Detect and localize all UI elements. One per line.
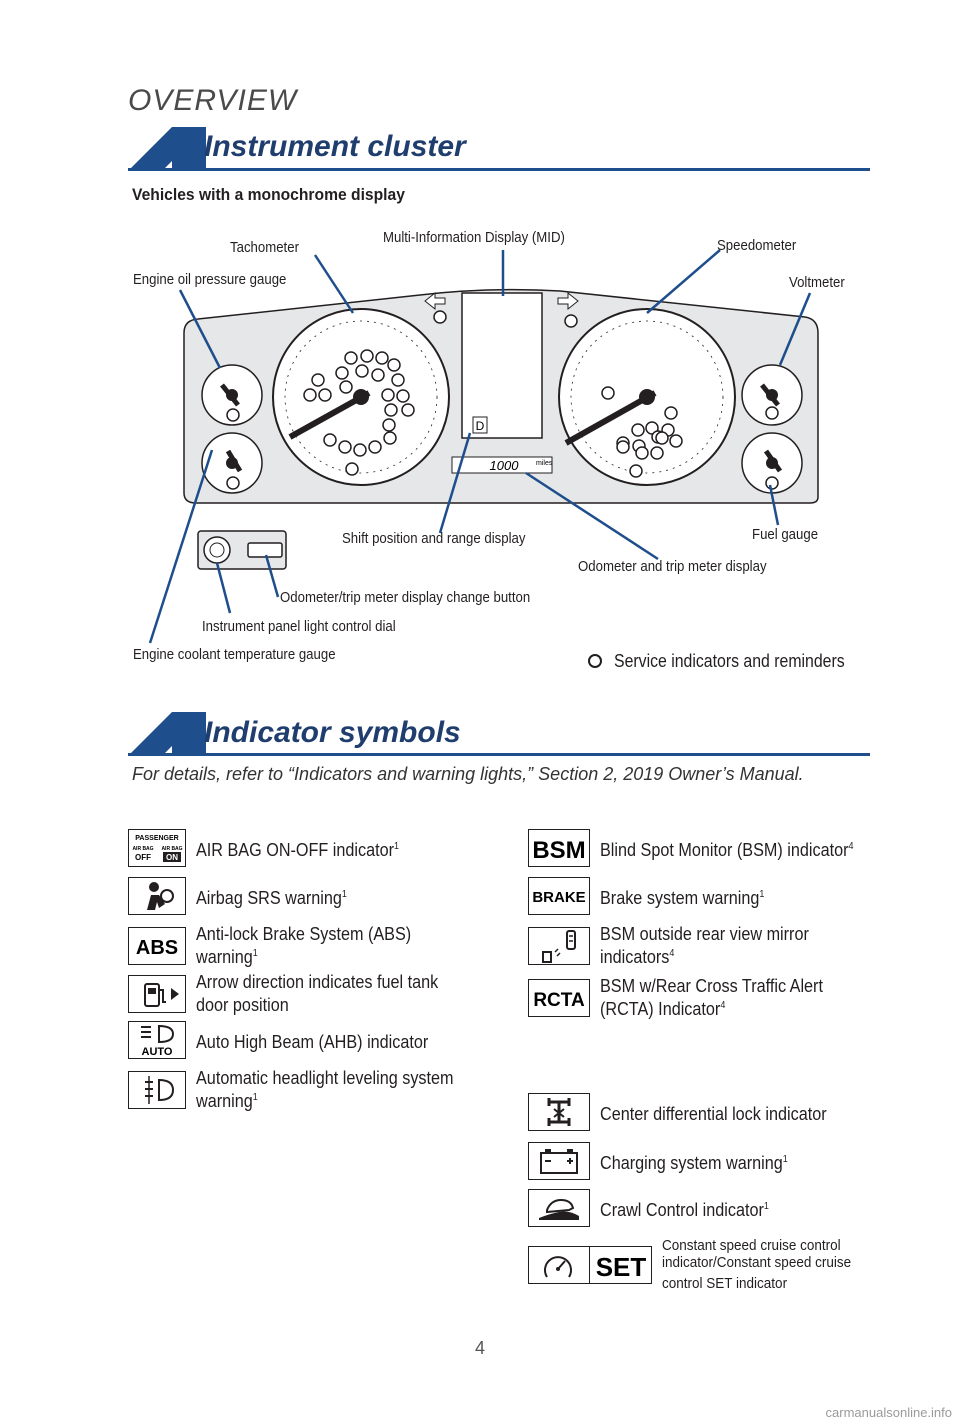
battery-icon <box>528 1142 590 1180</box>
bsm-mirror-icon <box>528 927 590 965</box>
indicator-row: RCTA BSM w/Rear Cross Traffic Alert (RCTA) Indicator$^4$ <box>528 976 900 1019</box>
speedometer-gauge <box>559 309 735 485</box>
label-odometer: Odometer and trip meter display <box>578 558 767 575</box>
svg-text:RCTA: RCTA <box>533 989 585 1011</box>
indicator-text: Constant speed cruise control indicator/Constant speed cruise control SET indicator <box>662 1237 852 1292</box>
label-tachometer: Tachometer <box>230 239 299 256</box>
svg-text:AIR BAG: AIR BAG <box>132 846 154 852</box>
indicator-text: Brake system warning <box>600 887 760 908</box>
center-diff-lock-icon <box>528 1093 590 1131</box>
odometer-value: 1000 <box>489 458 519 473</box>
indicator-row: BSM outside rear view mirror indicators$^4$ <box>528 924 900 967</box>
indicator-row: Airbag SRS warning$^1$ <box>128 877 496 915</box>
svg-text:PASSENGER: PASSENGER <box>135 835 179 842</box>
indicator-text: Anti-lock Brake System (ABS) warning <box>196 924 412 967</box>
label-fuel-gauge: Fuel gauge <box>752 526 819 543</box>
indicator-row: Automatic headlight leveling system warning$^1$ <box>128 1068 496 1111</box>
indicator-row: BRAKE Brake system warning$^1$ <box>528 877 900 915</box>
indicator-row: BSM Blind Spot Monitor (BSM) indicator$^4$ <box>528 829 900 867</box>
svg-text:AIR BAG: AIR BAG <box>161 846 183 852</box>
indicator-text: Auto High Beam (AHB) indicator <box>196 1031 429 1052</box>
indicator-row: ABS Anti-lock Brake System (ABS) warning$^1$ <box>128 924 496 967</box>
indicator-text: BSM outside rear view mirror indicators <box>600 924 809 967</box>
abs-icon <box>128 927 186 965</box>
fuel-door-icon <box>128 975 186 1013</box>
cluster-section-title: Instrument cluster <box>204 130 466 163</box>
svg-text:OFF: OFF <box>135 853 151 862</box>
indicator-text: Charging system warning <box>600 1152 783 1173</box>
tachometer-gauge <box>273 309 449 485</box>
cluster-subtitle: Vehicles with a monochrome display <box>132 185 405 204</box>
airbag-srs-icon <box>128 877 186 915</box>
label-speedometer: Speedometer <box>717 237 797 254</box>
indicator-row: PASSENGER AIR BAG AIR BAG OFF ON AIR BAG ON-OFF indicator$^1$ <box>128 829 496 867</box>
indicator-row <box>528 1093 900 1131</box>
indicator-text: Arrow direction indicates fuel tank door position <box>196 972 439 1015</box>
indicator-text: BSM w/Rear Cross Traffic Alert (RCTA) Indicator <box>600 976 823 1019</box>
indicator-text: Blind Spot Monitor (BSM) indicator <box>600 839 849 860</box>
indicator-text: Crawl Control indicator <box>600 1199 764 1220</box>
label-service-indicators: Service indicators and reminders <box>614 651 845 671</box>
svg-text:BSM: BSM <box>532 837 586 864</box>
label-voltmeter: Voltmeter <box>789 274 845 291</box>
shift-letter: D <box>475 419 485 433</box>
indicator-text: Airbag SRS warning <box>196 887 342 908</box>
auto-high-beam-icon <box>128 1021 186 1059</box>
crawl-control-icon <box>528 1189 590 1227</box>
service-indicator-circle-icon <box>588 654 602 668</box>
odometer-change-button <box>248 543 282 557</box>
indicator-row <box>128 972 496 1015</box>
cruise-set-icon <box>590 1246 652 1284</box>
brake-icon <box>528 877 590 915</box>
label-odometer-button: Odometer/trip meter display change button <box>280 589 531 606</box>
indicator-text: AIR BAG ON-OFF indicator <box>196 839 395 860</box>
indicator-note: For details, refer to “Indicators and warning lights,” Section 2, 2019 Owner’s Manual. <box>132 764 804 784</box>
odometer-unit: miles <box>536 460 553 467</box>
indicator-section-title: Indicator symbols <box>204 716 461 749</box>
watermark-footer: carmanualsonline.info <box>825 1405 952 1420</box>
label-light-dial: Instrument panel light control dial <box>202 618 396 635</box>
light-control-dial <box>204 537 230 563</box>
svg-text:ABS: ABS <box>135 936 179 959</box>
svg-text:AUTO: AUTO <box>141 1046 173 1058</box>
cruise-control-icon <box>528 1246 590 1284</box>
label-shift-display: Shift position and range display <box>342 530 526 547</box>
indicator-row <box>128 1021 496 1059</box>
overview-heading: OVERVIEW <box>128 84 298 117</box>
indicator-row: Crawl Control indicator$^1$ <box>528 1189 900 1227</box>
headlight-leveling-icon <box>128 1071 186 1109</box>
page-number: 4 <box>474 1338 485 1358</box>
airbag-on-off-icon <box>128 829 186 867</box>
indicator-text: Automatic headlight leveling system warning <box>196 1068 454 1111</box>
indicator-row: Charging system warning$^1$ <box>528 1142 900 1180</box>
label-oil-pressure: Engine oil pressure gauge <box>133 271 287 288</box>
indicator-text: Center differential lock indicator <box>600 1103 827 1124</box>
svg-text:SET: SET <box>595 1251 646 1282</box>
rcta-icon <box>528 979 590 1017</box>
svg-text:BRAKE: BRAKE <box>532 889 586 906</box>
multi-information-display <box>462 293 542 438</box>
indicator-row <box>528 1237 892 1292</box>
bsm-icon <box>528 829 590 867</box>
label-coolant: Engine coolant temperature gauge <box>133 646 336 663</box>
label-mid: Multi-Information Display (MID) <box>383 229 565 246</box>
svg-text:ON: ON <box>166 853 178 862</box>
